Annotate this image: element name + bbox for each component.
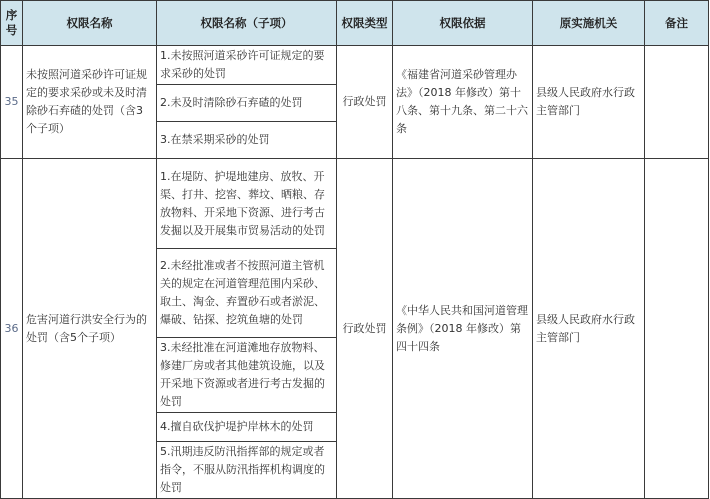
sub-item: 3.在禁采期采砂的处罚	[157, 122, 337, 159]
permission-type: 行政处罚	[337, 159, 393, 499]
table-row	[1, 46, 709, 85]
header-no: 序号	[1, 1, 23, 46]
header-authority: 原实施机关	[533, 1, 645, 46]
original-authority: 县级人民政府水行政主管部门	[533, 159, 645, 499]
permission-name: 危害河道行洪安全行为的处罚（含5个子项）	[23, 159, 157, 499]
sub-item: 5.汛期违反防汛指挥部的规定或者指令，不服从防汛指挥机构调度的处罚	[157, 442, 337, 499]
original-authority: 县级人民政府水行政主管部门	[533, 46, 645, 159]
header-sub: 权限名称（子项）	[157, 1, 337, 46]
header-basis: 权限依据	[393, 1, 533, 46]
remark	[645, 159, 709, 499]
table-row	[1, 159, 709, 249]
sub-item: 2.未及时清除砂石弃碴的处罚	[157, 85, 337, 122]
permission-type: 行政处罚	[337, 46, 393, 159]
sub-item: 1.未按照河道采砂许可证规定的要求采砂的处罚	[157, 46, 337, 85]
sub-item: 1.在堤防、护堤地建房、放牧、开渠、打井、挖窖、葬坟、晒粮、存放物料、开采地下资源、进行考古发掘以及开展集市贸易活动的处罚	[157, 159, 337, 249]
row-number: 35	[1, 46, 23, 159]
permission-basis: 《中华人民共和国河道管理条例》（2018 年修改）第四十四条	[393, 159, 533, 499]
header-remark: 备注	[645, 1, 709, 46]
header-row	[1, 1, 709, 46]
header-name: 权限名称	[23, 1, 157, 46]
permission-basis: 《福建省河道采砂管理办法》（2018 年修改）第十八条、第十九条、第二十六条	[393, 46, 533, 159]
row-number: 36	[1, 159, 23, 499]
sub-item: 3.未经批准在河道滩地存放物料、修建厂房或者其他建筑设施，以及开采地下资源或者进行考古发掘的处罚	[157, 338, 337, 413]
remark	[645, 46, 709, 159]
header-type: 权限类型	[337, 1, 393, 46]
permission-name: 未按照河道采砂许可证规定的要求采砂或未及时清除砂石弃碴的处罚（含3个子项）	[23, 46, 157, 159]
sub-item: 2.未经批准或者不按照河道主管机关的规定在河道管理范围内采砂、取土、淘金、弃置砂石或者淤泥、爆破、钻探、挖筑鱼塘的处罚	[157, 249, 337, 338]
sub-item: 4.擅自砍伐护堤护岸林木的处罚	[157, 413, 337, 442]
